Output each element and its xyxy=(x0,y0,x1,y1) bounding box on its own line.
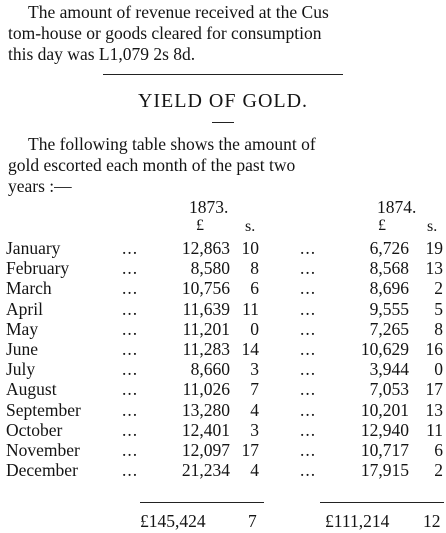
month-name: January xyxy=(6,238,61,258)
leader-dots: ... xyxy=(300,318,317,339)
pounds-1874: 10,717 xyxy=(360,440,409,460)
pounds-1874: 3,944 xyxy=(369,359,409,380)
pounds-1874: 6,726 xyxy=(369,238,409,258)
shillings-1874: 11 xyxy=(426,419,443,440)
shillings-1873: 10 xyxy=(241,238,259,258)
pounds-1873: 21,234 xyxy=(181,460,230,481)
description-paragraph xyxy=(8,134,440,197)
shilling-header-1874: s. xyxy=(427,218,438,235)
leader-dots: ... xyxy=(122,440,139,460)
pounds-1873: 10,756 xyxy=(181,278,230,299)
table-row xyxy=(0,319,446,339)
total-rule-1874 xyxy=(320,502,444,503)
leader-dots: ... xyxy=(122,298,139,319)
shillings-1873: 6 xyxy=(250,278,259,299)
section-title: YIELD OF GOLD. xyxy=(137,90,309,112)
shillings-1874: 19 xyxy=(425,238,443,258)
total-shillings-1873: 7 xyxy=(248,511,257,531)
pounds-1873: 12,097 xyxy=(181,440,230,460)
pounds-1874: 8,568 xyxy=(369,258,409,279)
total-pounds-1873: £145,424 xyxy=(140,511,206,531)
table-row xyxy=(0,359,446,379)
description-line-2: gold escorted each month of the past two xyxy=(8,155,296,175)
month-name: July xyxy=(6,359,36,380)
month-name: March xyxy=(6,278,52,299)
month-name: September xyxy=(6,399,81,420)
leader-dots: ... xyxy=(122,460,139,481)
year-1874-header: 1874. xyxy=(377,197,417,217)
leader-dots: ... xyxy=(300,339,317,359)
revenue-line-3: this day was L1,079 2s 8d. xyxy=(8,44,196,64)
table-row xyxy=(0,460,446,480)
description-line-3: years :— xyxy=(8,176,72,196)
table-row xyxy=(0,238,446,258)
shillings-1874: 16 xyxy=(425,339,443,359)
month-name: February xyxy=(6,258,70,279)
shillings-1873: 14 xyxy=(241,339,259,359)
pounds-1873: 13,280 xyxy=(181,399,230,420)
leader-dots: ... xyxy=(300,238,317,258)
pound-header-1874: £ xyxy=(378,217,386,234)
shillings-1874: 13 xyxy=(425,258,443,279)
month-name: June xyxy=(6,339,39,359)
leader-dots: ... xyxy=(122,238,139,258)
leader-dots: ... xyxy=(300,278,317,299)
shillings-1873: 17 xyxy=(241,440,259,460)
pounds-1874: 12,940 xyxy=(360,419,409,440)
pounds-1874: 10,201 xyxy=(360,399,409,420)
shillings-1874: 2 xyxy=(434,460,443,481)
section-divider xyxy=(103,74,343,75)
leader-dots: ... xyxy=(122,379,139,400)
shillings-1874: 2 xyxy=(434,278,443,299)
total-pounds-1874: £111,214 xyxy=(325,511,390,531)
pounds-1873: 11,201 xyxy=(182,318,230,339)
pounds-1873: 11,283 xyxy=(182,339,230,359)
month-name: October xyxy=(6,419,63,440)
shillings-1873: 8 xyxy=(250,258,259,279)
revenue-line-1: The amount of revenue received at the Cus xyxy=(28,2,329,22)
pounds-1873: 11,026 xyxy=(182,379,230,400)
shillings-1873: 4 xyxy=(250,460,259,481)
pounds-1873: 12,401 xyxy=(181,419,230,440)
shillings-1873: 11 xyxy=(242,298,259,319)
leader-dots: ... xyxy=(122,278,139,299)
pounds-1874: 7,265 xyxy=(369,318,409,339)
revenue-paragraph xyxy=(8,2,440,65)
total-shillings-1874: 12 xyxy=(423,511,441,531)
leader-dots: ... xyxy=(300,359,317,380)
month-name: April xyxy=(6,298,43,319)
leader-dots: ... xyxy=(122,258,139,279)
leader-dots: ... xyxy=(122,399,139,420)
pounds-1873: 11,639 xyxy=(182,298,230,319)
total-rule-1873 xyxy=(140,502,264,503)
leader-dots: ... xyxy=(300,399,317,420)
table-row xyxy=(0,258,446,278)
shillings-1874: 6 xyxy=(434,440,443,460)
shillings-1874: 0 xyxy=(434,359,443,380)
revenue-line-2: tom-house or goods cleared for consumption xyxy=(8,23,322,43)
month-name: November xyxy=(6,440,80,460)
leader-dots: ... xyxy=(122,359,139,380)
pounds-1874: 7,053 xyxy=(369,379,409,400)
leader-dots: ... xyxy=(300,440,317,460)
shillings-1874: 17 xyxy=(425,379,443,400)
pounds-1873: 8,660 xyxy=(190,359,230,380)
pounds-1874: 17,915 xyxy=(360,460,409,481)
shillings-1874: 8 xyxy=(434,318,443,339)
shilling-header-1873: s. xyxy=(245,218,256,235)
table-row xyxy=(0,440,446,460)
leader-dots: ... xyxy=(300,460,317,481)
shillings-1873: 4 xyxy=(250,399,259,420)
shillings-1874: 13 xyxy=(425,399,443,420)
pounds-1873: 8,580 xyxy=(190,258,230,279)
leader-dots: ... xyxy=(300,379,317,400)
table-row xyxy=(0,379,446,399)
leader-dots: ... xyxy=(122,318,139,339)
shillings-1874: 5 xyxy=(434,298,443,319)
pounds-1874: 8,696 xyxy=(369,278,409,299)
leader-dots: ... xyxy=(300,298,317,319)
month-name: May xyxy=(6,318,39,339)
year-1873-header: 1873. xyxy=(189,197,229,217)
title-dash xyxy=(212,122,234,123)
pounds-1874: 10,629 xyxy=(360,339,409,359)
shillings-1873: 3 xyxy=(250,359,259,380)
leader-dots: ... xyxy=(122,339,139,359)
pounds-1873: 12,863 xyxy=(181,238,230,258)
table-row xyxy=(0,420,446,440)
table-row xyxy=(0,299,446,319)
shillings-1873: 3 xyxy=(250,419,259,440)
description-line-1: The following table shows the amount of xyxy=(28,134,316,154)
leader-dots: ... xyxy=(300,419,317,440)
table-row xyxy=(0,278,446,298)
leader-dots: ... xyxy=(122,419,139,440)
table-row xyxy=(0,400,446,420)
shillings-1873: 7 xyxy=(250,379,259,400)
shillings-1873: 0 xyxy=(250,318,259,339)
pound-header-1873: £ xyxy=(196,217,204,234)
table-row xyxy=(0,339,446,359)
month-name: August xyxy=(6,379,57,400)
month-name: December xyxy=(6,460,78,481)
leader-dots: ... xyxy=(300,258,317,279)
pounds-1874: 9,555 xyxy=(369,298,409,319)
